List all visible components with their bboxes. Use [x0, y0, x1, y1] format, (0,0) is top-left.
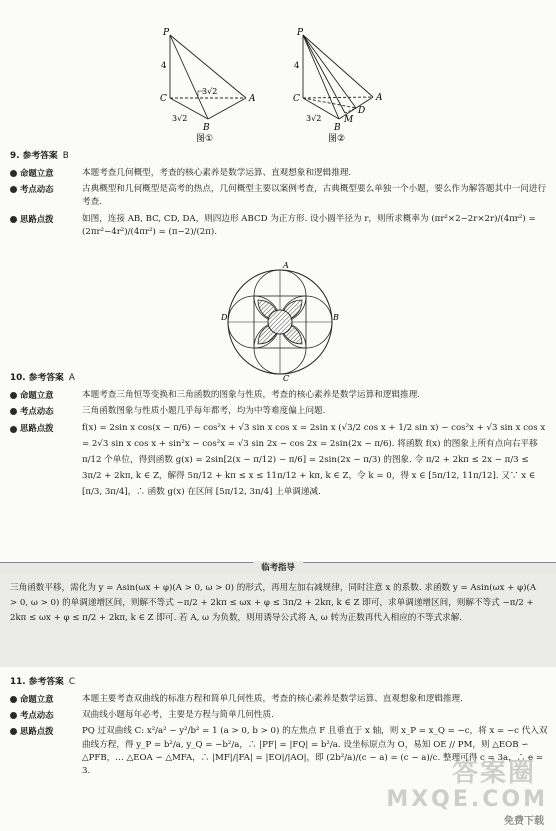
- bullet-icon: [10, 408, 17, 415]
- q11-row-3: 思路点拨 PQ 过双曲线 C: x²/a² − y²/b² = 1 (a > 0, b > 0) 的左焦点 F 且垂直于 x 轴，则 x_P = x_Q = −c，将 x = −c 代入双曲线方程，得 y_P = b²/a, y_Q = −b²/a，∴ |PF| = |FQ| = b²/a. 设坐标原点为 O，易知 OE // PM，则 △EOB ∽ △PFB，… △EOA ∽ △MFA，∴ |MF|/|FA| = |EO|/|AO|，即 (2b²/a)/(c − a) = (c − a)/c. 整理可得 c = 3a，∴ e = 3.: [10, 725, 548, 778]
- fig2-caption: 图②: [328, 134, 346, 142]
- diagram-label-D: D: [221, 313, 228, 322]
- bullet-icon: [10, 170, 17, 177]
- diagram-label-C: C: [283, 374, 290, 382]
- fig2-label-A: A: [376, 93, 383, 103]
- exam-guide-header: [0, 562, 556, 576]
- question-9: [10, 150, 548, 239]
- watermark-free-download: 免费下载: [504, 815, 544, 827]
- fig2-label-C: C: [293, 94, 300, 104]
- diagram-label-A: A: [283, 262, 289, 270]
- q10-heading: 10. 参考答案 A: [10, 373, 75, 383]
- fig1-label-mid: 3√2: [202, 87, 218, 96]
- fig1-label-base: 3√2: [172, 114, 188, 123]
- q11-answer: C: [68, 677, 75, 687]
- q9-answer: B: [62, 151, 69, 161]
- tetrahedron-figures: [0, 0, 556, 142]
- exam-guide-title: 临考指导: [253, 561, 303, 574]
- bullet-icon: [10, 186, 17, 193]
- fig2-label-M: M: [344, 115, 354, 125]
- fig1-label-B: B: [203, 123, 210, 133]
- four-circles-diagram: [220, 262, 340, 382]
- fig1-caption: 图①: [196, 134, 214, 142]
- exam-guide-box: [0, 575, 556, 667]
- q9-row-1: 命题立意 本题考查几何概型，考查的核心素养是数学运算、直观想象和逻辑推理.: [10, 167, 548, 180]
- q9-row-3: 思路点拨 如图，连接 AB, BC, CD, DA，则四边形 ABCD 为正方形. 设小圆半径为 r，则所求概率为 (πr²×2−2r×2r)/(4πr²) = (2πr²−4r²)/(4πr²) = (π−2)/(2π).: [10, 213, 548, 240]
- bullet-icon: [10, 728, 17, 735]
- bullet-icon: [10, 426, 17, 433]
- fig1-label-C: C: [160, 94, 167, 104]
- q10-row-3: 思路点拨 f(x) = 2sin x cos(x − π/6) − cos²x + √3 sin x cos x = 2sin x (√3/2 cos x + 1/2 sin x) − cos²x + √3 sin x cos x = 2√3 sin x cos x + sin²x − cos²x = √3 sin 2x − cos 2x = 2sin(2x − π/6). 将函数 f(x) 的图象上所有点向右平移 π/12 个单位，得到函数 g(x) = 2sin[2(x − π/12) − π/6] = 2sin(2x − π/3) 的图象. 令 π/2 + 2kπ ≤ 2x − π/3 ≤ 3π/2 + 2kπ, k ∈ Z，解得 5π/12 + kπ ≤ x ≤ 11π/12 + kπ, k ∈ Z，令 k = 0，得 x ∈ [5π/12, 11π/12]. 又∵ x ∈ [π/3, 3π/4]，∴ 函数 g(x) 在区间 [5π/12, 3π/4] 上单调递减.: [10, 421, 548, 500]
- q9-row-2: 考点动态 古典概型和几何概型是高考的热点，几何概型主要以案例考查，古典概型要么单独一个小题，要么作为解答题其中一问进行考查.: [10, 183, 548, 210]
- q11-row-1: 命题立意 本题主要考查双曲线的标准方程和简单几何性质，考查的核心素养是数学运算、直观想象和逻辑推理.: [10, 693, 548, 706]
- fig2-label-4: 4: [294, 61, 300, 71]
- q10-row-2: 考点动态 三角函数图象与性质小题几乎每年都考，均为中等难度偏上问题.: [10, 405, 548, 418]
- bullet-icon: [10, 216, 17, 223]
- q10-answer: A: [68, 373, 75, 383]
- watermark-domain: MXQE.COM: [386, 786, 548, 812]
- fig2-label-P: P: [297, 28, 304, 38]
- fig2-label-base: 3√2: [306, 114, 322, 123]
- question-10: [10, 372, 548, 501]
- diagram-label-B: B: [333, 313, 339, 322]
- bullet-icon: [10, 696, 17, 703]
- q9-heading: 9. 参考答案 B: [10, 151, 69, 161]
- fig1-label-P: P: [163, 28, 170, 38]
- bullet-icon: [10, 392, 17, 399]
- bullet-icon: [10, 712, 17, 719]
- watermark-logo-text: 答案圈: [451, 757, 536, 788]
- fig1-label-A: A: [249, 94, 256, 104]
- fig2-label-D: D: [358, 106, 366, 116]
- figure-1: [170, 35, 246, 119]
- q11-row-2: 考点动态 双曲线小题每年必考，主要是方程与简单几何性质.: [10, 709, 548, 722]
- q10-row-1: 命题立意 本题考查三角恒等变换和三角函数的图象与性质，考查的核心素养是数学运算和逻辑推理.: [10, 389, 548, 402]
- fig2-label-B: B: [334, 123, 341, 133]
- q11-heading: 11. 参考答案 C: [10, 677, 75, 687]
- fig1-label-4: 4: [161, 61, 167, 71]
- exam-guide-text: 三角函数平移，需化为 y = Asin(ωx + φ)(A > 0, ω > 0) 的形式，再用左加右减规律，同时注意 x 的系数. 求函数 y = Asin(ωx + φ)(A > 0, ω > 0) 的单调递增区间，则解不等式 −π/2 + 2kπ ≤ ωx + φ ≤ 3π/2 + 2kπ, k ∈ Z 即可，求单调递增区间，则解不等式 −π/2 + 2kπ ≤ ωx + φ ≤ π/2 + 2kπ, k ∈ Z 即可. 若 A, ω 为负数，则用诱导公式将 A, ω 转为正数再代入相应的不等式求解.: [10, 583, 537, 624]
